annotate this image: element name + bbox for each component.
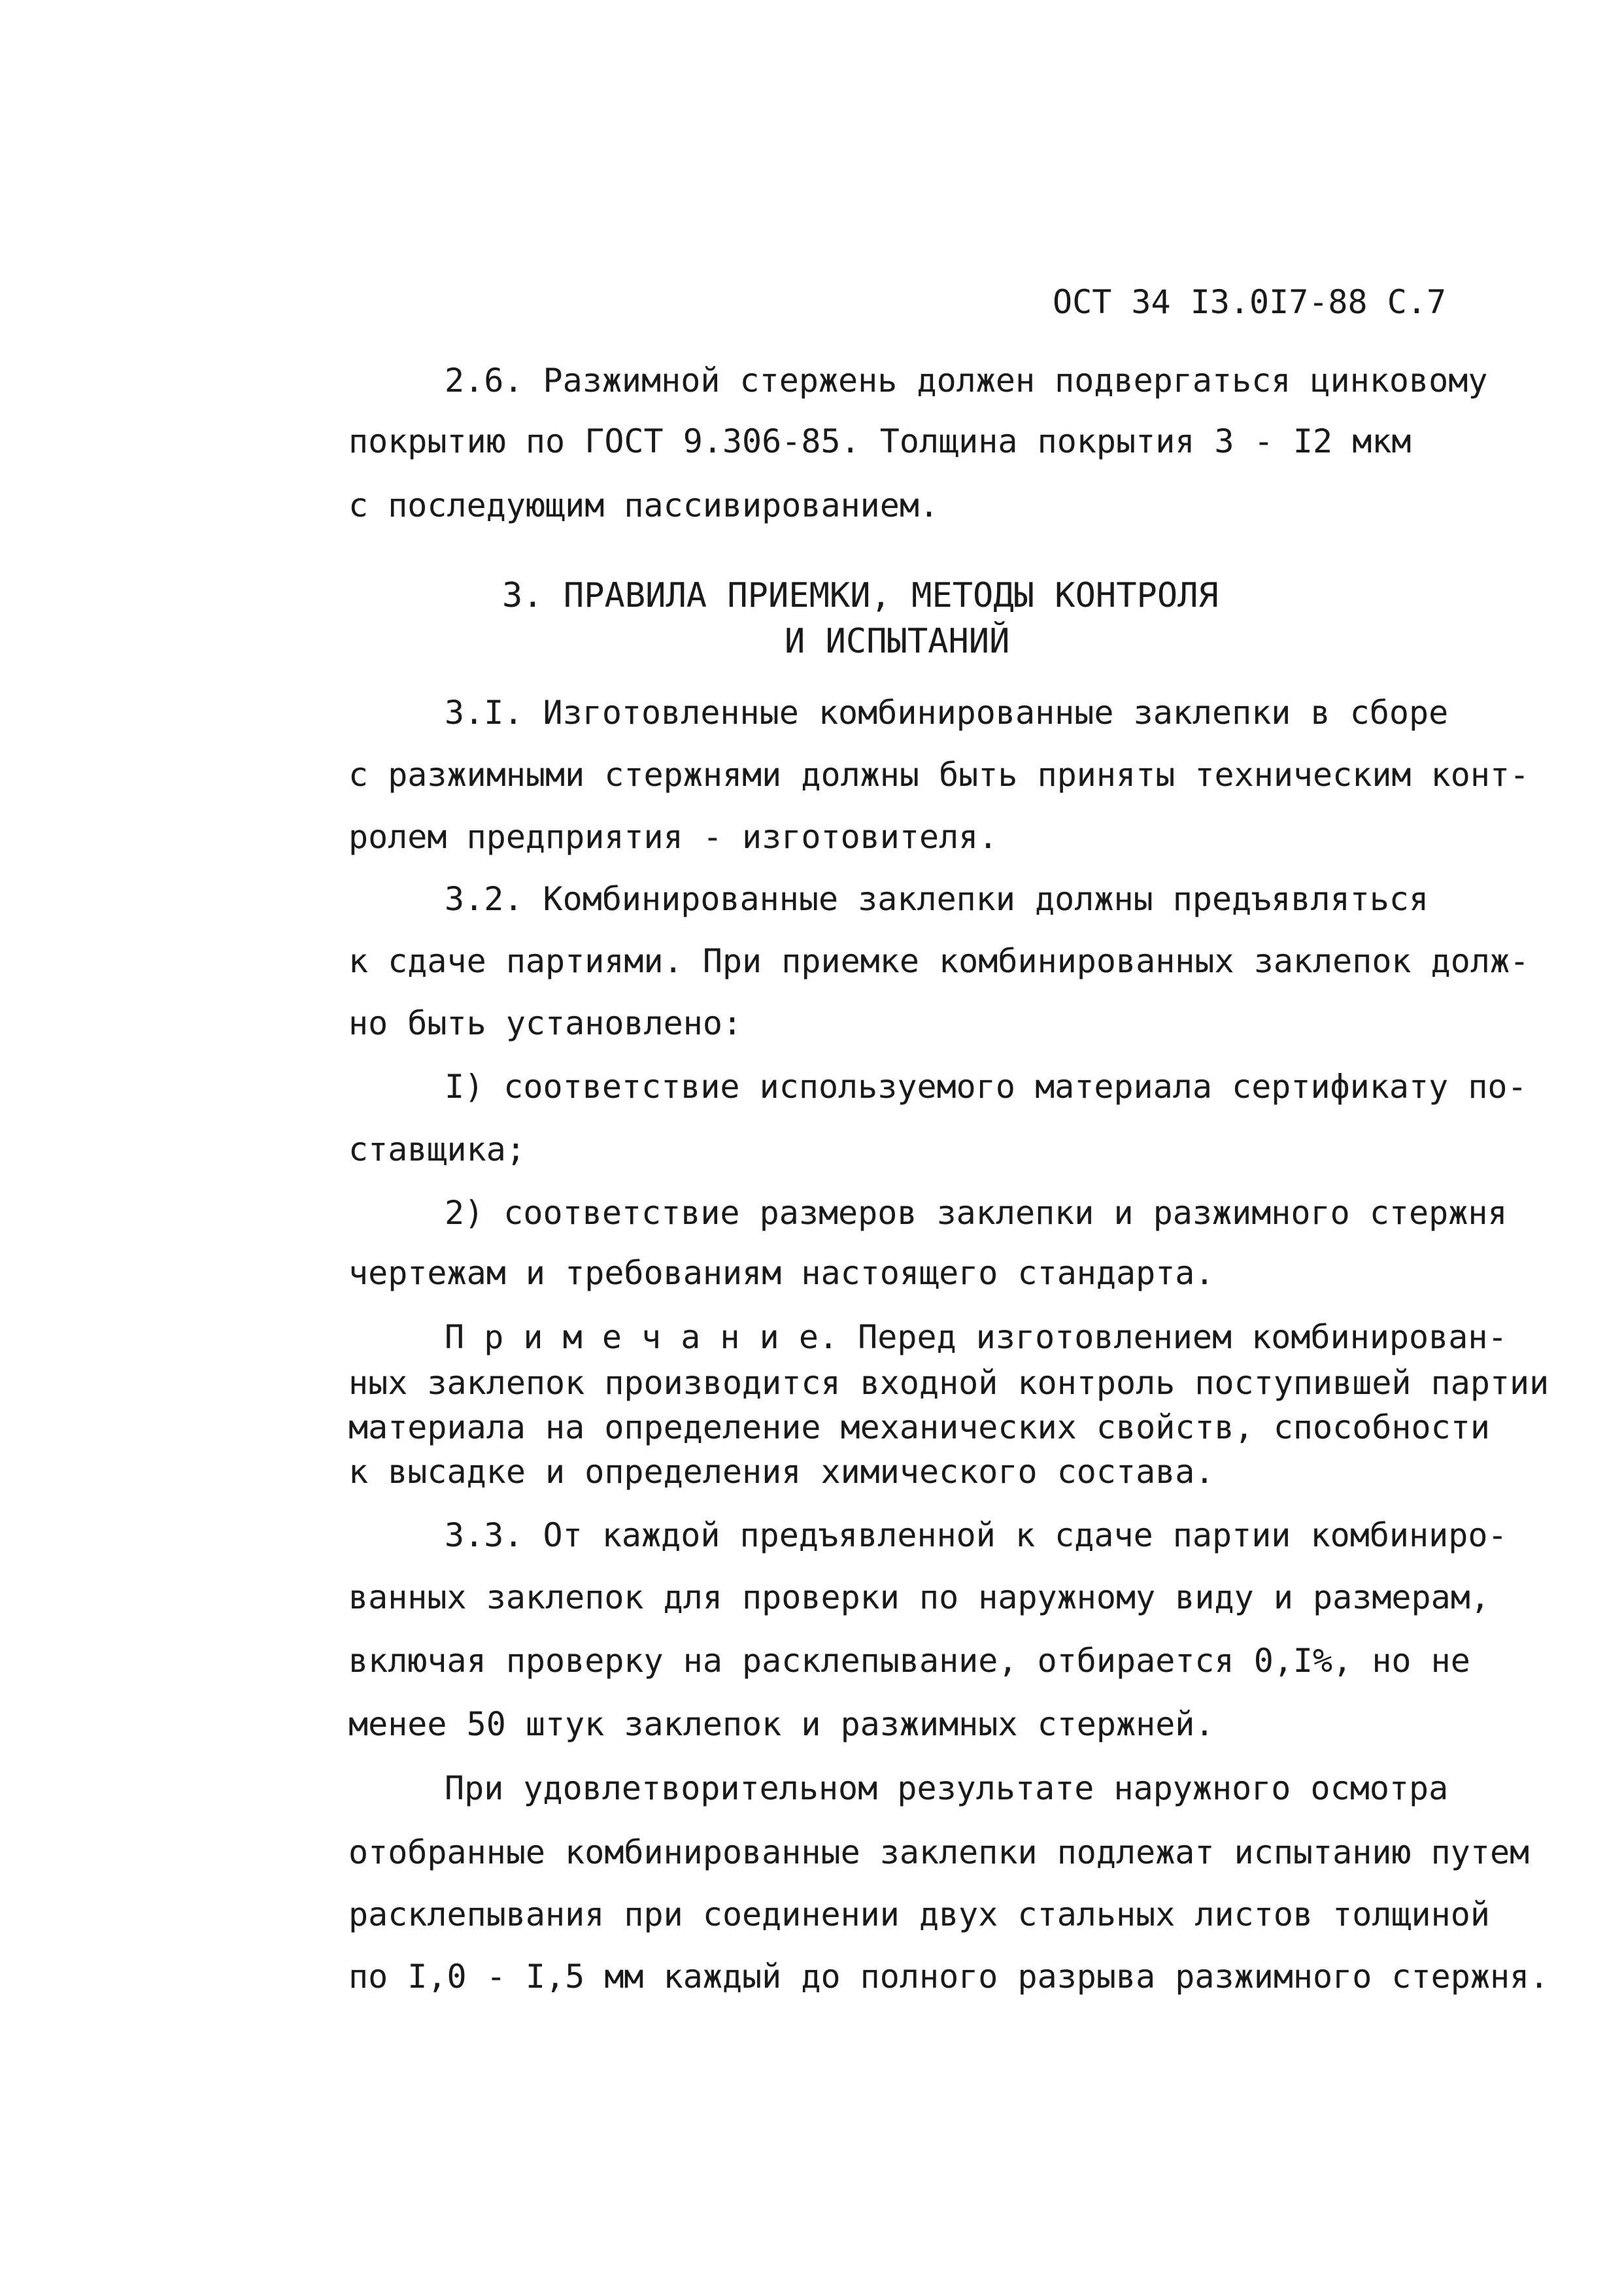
text-line: I) соответствие используемого материала сертификату по- — [445, 1068, 1527, 1106]
text-line: менее 50 штук заклепок и разжимных стержней. — [348, 1705, 1215, 1743]
text-line: включая проверку на расклепывание, отбирается 0,I%, но не — [348, 1642, 1470, 1680]
text-line: отобранные комбинированные заклепки подлежат испытанию путем — [348, 1833, 1530, 1871]
text-line: При удовлетворительном результате наружного осмотра — [445, 1769, 1449, 1807]
text-line: 2) соответствие размеров заклепки и разжимного стержня — [445, 1194, 1508, 1232]
text-line: по I,0 - I,5 мм каждый до полного разрыва разжимного стержня. — [348, 1958, 1549, 1996]
text-line: чертежам и требованиям настоящего стандарта. — [348, 1254, 1215, 1292]
text-line: 3.2. Комбинированные заклепки должны предъявляться — [445, 880, 1429, 918]
text-line: к высадке и определения химического состава. — [348, 1453, 1215, 1491]
text-line: ролем предприятия - изготовителя. — [348, 818, 998, 856]
section-title-line: И ИСПЫТАНИЙ — [785, 622, 1010, 661]
text-line: материала на определение механических свойств, способности — [348, 1408, 1490, 1446]
text-line: П р и м е ч а н и е. Перед изготовлением комбинирован- — [445, 1318, 1508, 1356]
text-line: но быть установлено: — [348, 1004, 743, 1042]
text-line: ных заклепок производится входной контроль поступившей партии — [348, 1364, 1549, 1402]
section-title-line: 3. ПРАВИЛА ПРИЕМКИ, МЕТОДЫ КОНТРОЛЯ — [502, 576, 1219, 615]
document-header-code: ОСТ 34 I3.0I7-88 С.7 — [1053, 283, 1447, 321]
text-line: покрытию по ГОСТ 9.306-85. Толщина покрытия 3 - I2 мкм — [348, 422, 1412, 460]
text-line: 3.3. От каждой предъявленной к сдаче партии комбиниро- — [445, 1516, 1508, 1554]
text-line: ванных заклепок для проверки по наружному виду и размерам, — [348, 1578, 1490, 1616]
text-line: к сдаче партиями. При приемке комбинированных заклепок долж- — [348, 942, 1530, 980]
text-line: ставщика; — [348, 1130, 526, 1168]
text-line: 3.I. Изготовленные комбинированные заклепки в сборе — [445, 694, 1449, 732]
text-line: с последующим пассивированием. — [348, 486, 939, 524]
text-line: расклепывания при соединении двух стальных листов толщиной — [348, 1896, 1490, 1933]
text-line: 2.6. Разжимной стержень должен подвергаться цинковому — [445, 362, 1488, 400]
text-line: с разжимными стержнями должны быть приняты техническим конт- — [348, 756, 1530, 794]
